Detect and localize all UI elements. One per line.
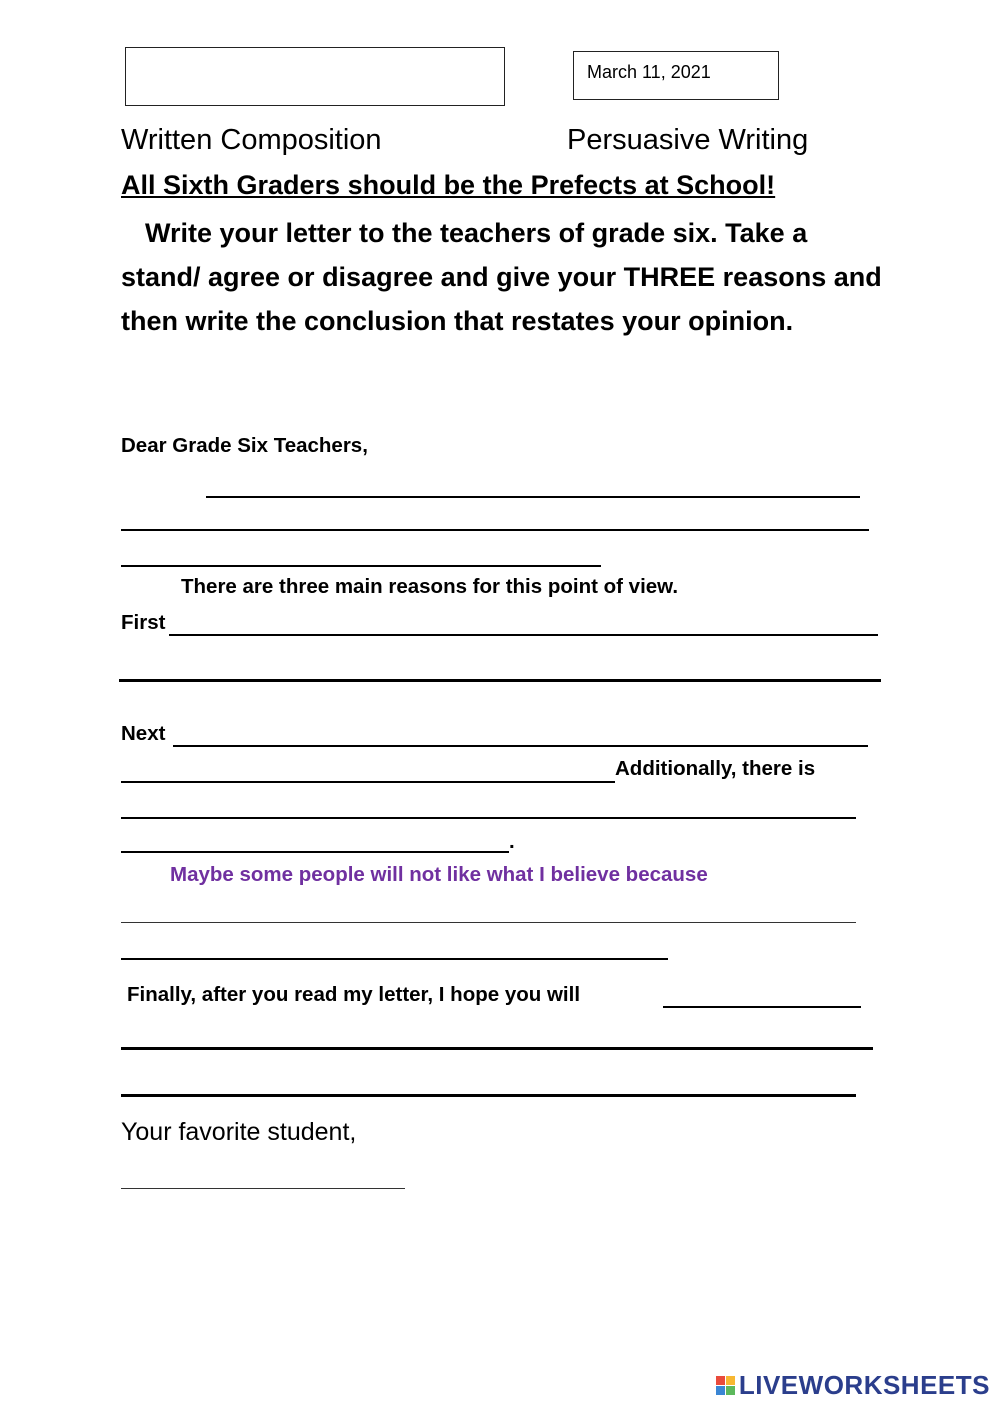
subject-persuasive-writing: Persuasive Writing [567,124,809,156]
answer-line-next-1[interactable] [173,745,868,747]
liveworksheets-logo [716,1370,990,1401]
worksheet-title: All Sixth Graders should be the Prefects at School! [121,170,776,200]
answer-line-opinion-1[interactable] [206,496,860,498]
next-label: Next [121,722,166,745]
answer-line-finally-inline[interactable] [663,1006,861,1008]
student-name-box[interactable] [125,47,505,106]
liveworksheets-logo-icon [716,1376,735,1395]
answer-line-opinion-2[interactable] [121,529,869,531]
closing: Your favorite student, [121,1118,357,1146]
answer-line-counter-2[interactable] [121,958,668,960]
answer-line-next-2[interactable] [121,781,615,783]
writing-prompt [121,211,891,343]
salutation: Dear Grade Six Teachers, [121,434,368,457]
liveworksheets-logo-text: LIVEWORKSHEETS [738,1370,990,1400]
answer-line-first-1[interactable] [169,634,878,636]
conclusion-prompt: Finally, after you read my letter, I hope you will [127,983,581,1006]
period-mark: . [509,830,515,853]
answer-line-additionally-1[interactable] [121,817,856,819]
answer-line-finally-2[interactable] [121,1094,856,1097]
subject-written-composition: Written Composition [121,124,382,156]
answer-line-first-2[interactable] [119,679,881,682]
first-label: First [121,611,166,634]
counterargument-prompt: Maybe some people will not like what I believe because [170,863,708,886]
answer-line-additionally-2[interactable] [121,851,509,853]
answer-line-finally-1[interactable] [121,1047,873,1050]
reasons-intro: There are three main reasons for this point of view. [181,575,679,598]
writing-prompt-text: Write your letter to the teachers of grade six. Take a stand/ agree or disagree and give your THREE reasons and then write the conclusion that restates your opinion. [121,218,882,336]
additionally-label: Additionally, there is [615,757,816,780]
signature-line[interactable] [121,1188,405,1189]
answer-line-opinion-3[interactable] [121,565,601,567]
answer-line-counter-1[interactable] [121,922,856,923]
date-box: March 11, 2021 [573,51,779,100]
